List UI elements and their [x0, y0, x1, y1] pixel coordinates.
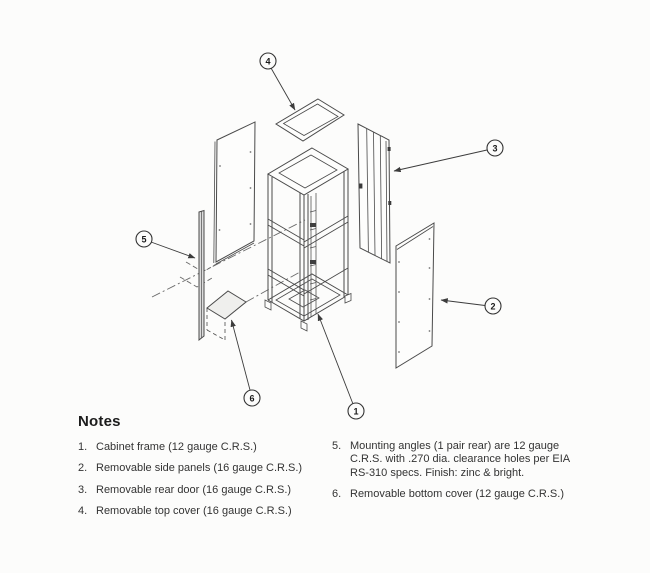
callout-6: [244, 390, 260, 406]
note-item-1: [78, 441, 336, 454]
callout-4: [260, 53, 276, 69]
door-latch: [359, 184, 363, 189]
rear-door: [358, 124, 391, 263]
bottom-cover: [207, 291, 246, 340]
note-item-2: [78, 462, 336, 475]
note-number: 1.: [78, 441, 88, 453]
note-text: Removable bottom cover (12 gauge C.R.S.): [350, 488, 564, 501]
callout-number-3: 3: [492, 143, 498, 154]
callout-number-1: 1: [353, 406, 359, 417]
callout-number-4: 4: [265, 56, 271, 67]
note-text: Removable rear door (16 gauge C.R.S.): [96, 483, 292, 496]
door-hinge-bottom: [388, 201, 391, 205]
callout-number-2: 2: [490, 301, 496, 312]
notes-heading: Notes: [78, 413, 121, 430]
notes-column-left: [78, 441, 336, 519]
note-number: 5.: [332, 440, 342, 452]
note-number: 2.: [78, 462, 88, 475]
note-number: 6.: [332, 488, 342, 501]
note-item-5: [332, 440, 582, 480]
note-item-3: [78, 484, 336, 497]
note-text: Cabinet frame (12 gauge C.R.S.): [96, 441, 257, 453]
callout-number-5: 5: [141, 234, 147, 245]
notes-section: [78, 413, 623, 527]
side-panel-left: [214, 122, 255, 264]
note-text: Removable side panels (16 gauge C.R.S.): [96, 462, 303, 475]
door-hinge-top: [388, 147, 391, 151]
cabinet-frame: [265, 148, 351, 331]
note-number: 3.: [78, 483, 88, 496]
top-cover: [276, 99, 344, 141]
notes-column-right: [332, 440, 582, 510]
note-text: Mounting angles (1 pair rear) are 12 gauge C.R.S. with .270 dia. clearance holes per EIA RS-310 specs. Finish: zinc & bright.: [350, 440, 570, 479]
note-item-4: [78, 505, 336, 518]
callout-3: [487, 140, 503, 156]
callout-2: [485, 298, 501, 314]
side-panel-right: [396, 223, 434, 368]
note-number: 4.: [78, 505, 88, 518]
note-text: Removable top cover (16 gauge C.R.S.): [96, 505, 292, 518]
mounting-angle: [199, 211, 204, 341]
callout-number-6: 6: [249, 393, 255, 404]
callout-5: [136, 231, 152, 247]
note-item-6: [332, 488, 582, 501]
